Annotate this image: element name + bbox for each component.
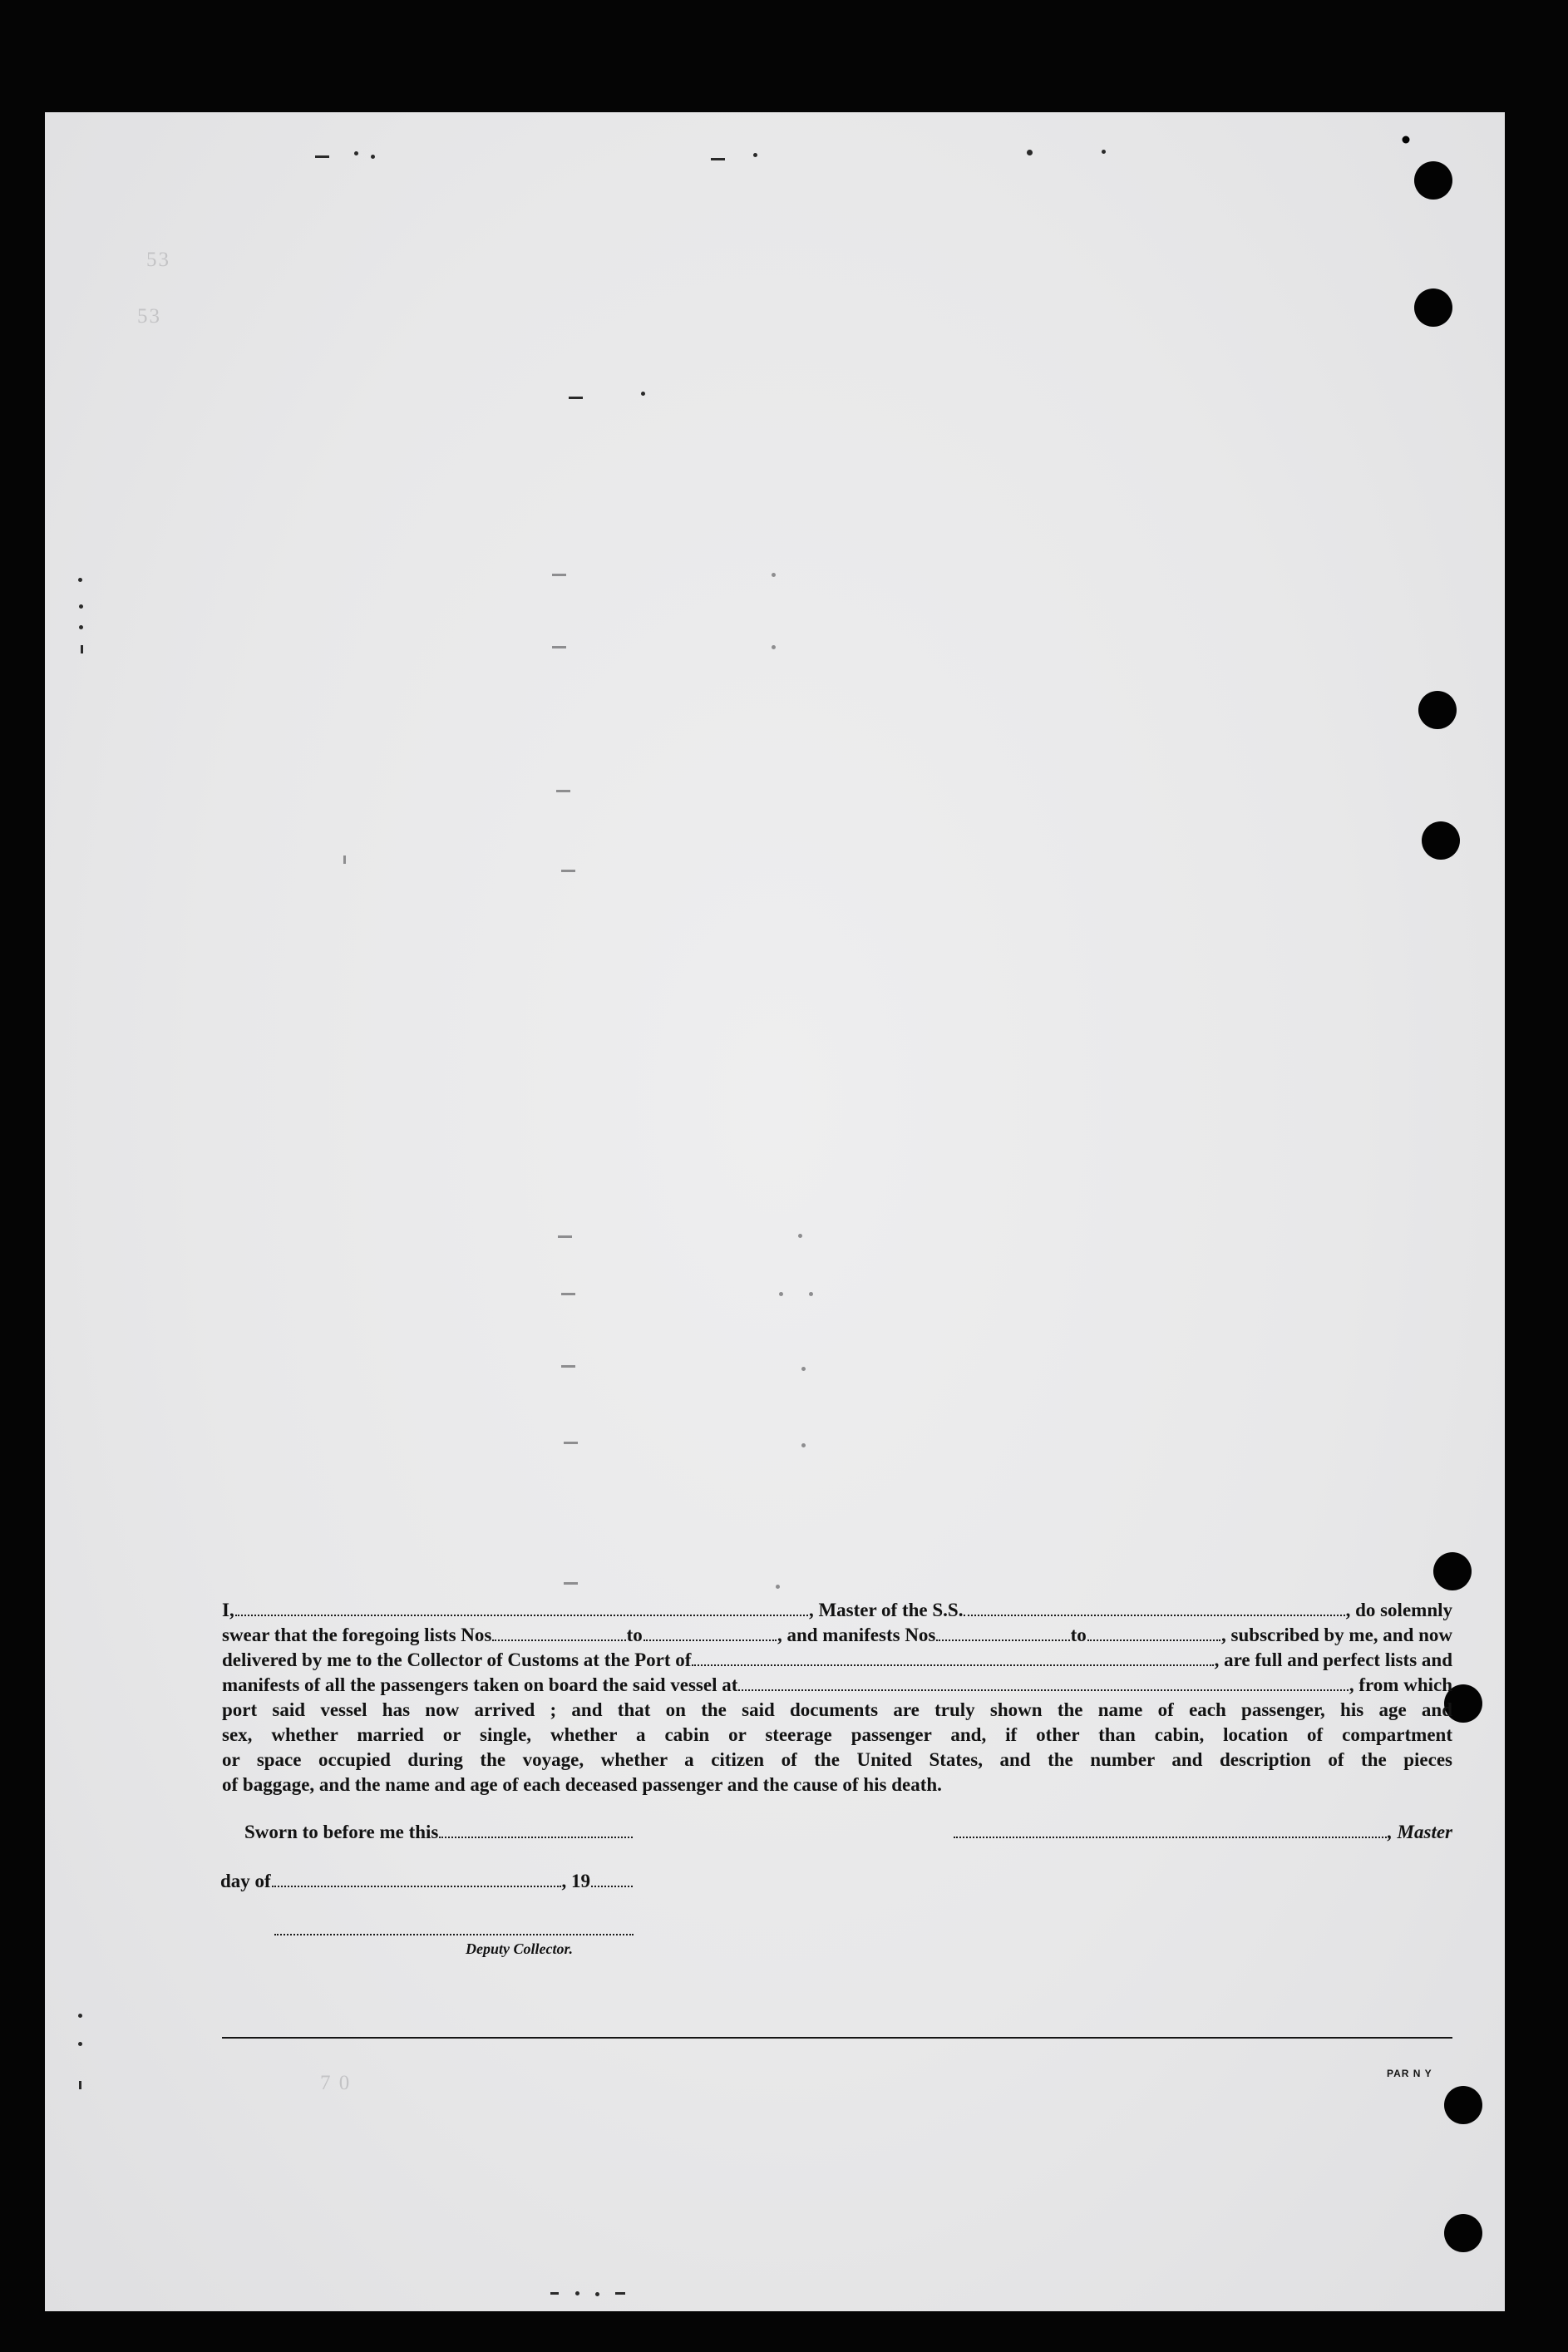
- oath-text: swear that the foregoing lists Nos: [222, 1625, 492, 1645]
- scan-mark: [569, 397, 583, 399]
- punch-hole: [1414, 161, 1452, 200]
- master-signature-blank: [954, 1837, 1387, 1838]
- month-blank: [272, 1886, 561, 1887]
- bleed-through-number: 53: [146, 249, 170, 271]
- scan-mark: [78, 2042, 82, 2046]
- scan-mark: [711, 158, 725, 160]
- master-label: , Master: [1388, 1822, 1452, 1842]
- master-signature-line: [953, 1820, 1452, 1845]
- scan-mark: [641, 392, 645, 396]
- scan-mark: [595, 2292, 599, 2296]
- oath-text: , from which: [1349, 1674, 1452, 1695]
- day-of-label: day of: [220, 1871, 271, 1891]
- scan-mark: [561, 1293, 575, 1295]
- master-oath: [222, 1598, 1452, 1797]
- scan-mark: [575, 2291, 579, 2295]
- scan-mark: [798, 1234, 802, 1238]
- scan-mark: [776, 1585, 780, 1589]
- scan-mark: [78, 578, 82, 582]
- departure-port-blank: [738, 1689, 1348, 1691]
- manifests-from-blank: [936, 1639, 1069, 1641]
- scan-mark: [801, 1367, 806, 1371]
- oath-line: [222, 1673, 1452, 1698]
- scan-mark: [81, 645, 83, 653]
- sworn-label: Sworn to before me this: [244, 1822, 439, 1842]
- oath-line: port said vessel has now arrived ; and that on the said documents are truly shown the name of each passenger, his age and: [222, 1699, 1452, 1720]
- scan-mark: [79, 2081, 81, 2089]
- scan-mark: [315, 155, 329, 158]
- scan-mark: [564, 1442, 578, 1444]
- scan-mark: [779, 1292, 783, 1296]
- punch-hole: [1414, 288, 1452, 327]
- scan-mark: [552, 574, 566, 576]
- scan-mark: [561, 1365, 575, 1368]
- oath-text: delivered by me to the Collector of Customs at the Port of: [222, 1649, 692, 1670]
- punch-hole: [1444, 2086, 1482, 2124]
- scan-mark: [615, 2292, 625, 2295]
- scan-mark: [550, 2292, 559, 2295]
- vessel-name-blank: [964, 1615, 1344, 1616]
- bleed-through-number: 7 0: [320, 2072, 352, 2094]
- scan-mark: [772, 645, 776, 649]
- deputy-collector-label: Deputy Collector.: [466, 1940, 573, 1957]
- oath-text: , Master of the S.S.: [808, 1600, 964, 1620]
- scan-mark: [556, 790, 570, 792]
- lists-from-blank: [492, 1639, 625, 1641]
- scan-mark: [1027, 150, 1033, 155]
- oath-line: [222, 1598, 1452, 1623]
- oath-text: , subscribed by me, and now: [1221, 1625, 1453, 1645]
- year-blank: [591, 1886, 633, 1887]
- lists-to-blank: [643, 1639, 777, 1641]
- punch-hole: [1418, 691, 1457, 729]
- oath-text: , do solemnly: [1345, 1600, 1452, 1620]
- punch-hole: [1422, 821, 1460, 860]
- oath-text: to: [1070, 1625, 1087, 1645]
- scan-mark: [801, 1443, 806, 1447]
- deputy-signature-blank: [274, 1934, 634, 1935]
- scan-mark: [772, 573, 776, 577]
- sworn-line: [244, 1820, 634, 1845]
- punch-hole: [1444, 2214, 1482, 2252]
- scan-mark: [1102, 150, 1106, 154]
- oath-text: manifests of all the passengers taken on board the said vessel at: [222, 1674, 738, 1695]
- master-name-blank: [235, 1615, 808, 1616]
- scan-mark: [371, 155, 375, 159]
- port-blank: [692, 1664, 1213, 1666]
- document-page: [45, 112, 1505, 2311]
- scan-mark: [552, 646, 566, 648]
- oath-line: sex, whether married or single, whether a cabin or steerage passenger and, if other than cabin, location of compartment: [222, 1724, 1452, 1745]
- oath-line: or space occupied during the voyage, whether a citizen of the United States, and the number and description of the pieces: [222, 1749, 1452, 1770]
- oath-text: , are full and perfect lists and: [1214, 1649, 1452, 1670]
- scan-mark: [78, 2014, 82, 2018]
- punch-hole: [1433, 1552, 1472, 1590]
- printer-stamp: PAR N Y: [1387, 2068, 1432, 2079]
- scan-mark: [809, 1292, 813, 1296]
- bleed-through-number: 53: [137, 305, 161, 328]
- punch-hole: [1403, 136, 1410, 144]
- scan-mark: [79, 625, 83, 629]
- divider-rule: [222, 2037, 1452, 2039]
- oath-text: , and manifests Nos: [777, 1625, 936, 1645]
- scan-mark: [354, 151, 358, 155]
- year-prefix: , 19: [561, 1871, 590, 1891]
- scan-mark: [558, 1235, 572, 1238]
- oath-line: [222, 1623, 1452, 1648]
- sworn-date-blank: [439, 1837, 633, 1838]
- oath-line: of baggage, and the name and age of each deceased passenger and the cause of his death.: [222, 1774, 942, 1795]
- scan-mark: [753, 153, 757, 157]
- manifests-to-blank: [1087, 1639, 1220, 1641]
- scan-mark: [343, 855, 346, 864]
- oath-line: [222, 1648, 1452, 1673]
- oath-text: I,: [222, 1600, 234, 1620]
- scan-mark: [564, 1582, 578, 1585]
- scan-mark: [79, 604, 83, 609]
- day-of-line: [220, 1869, 634, 1894]
- scan-mark: [561, 870, 575, 872]
- oath-text: to: [626, 1625, 643, 1645]
